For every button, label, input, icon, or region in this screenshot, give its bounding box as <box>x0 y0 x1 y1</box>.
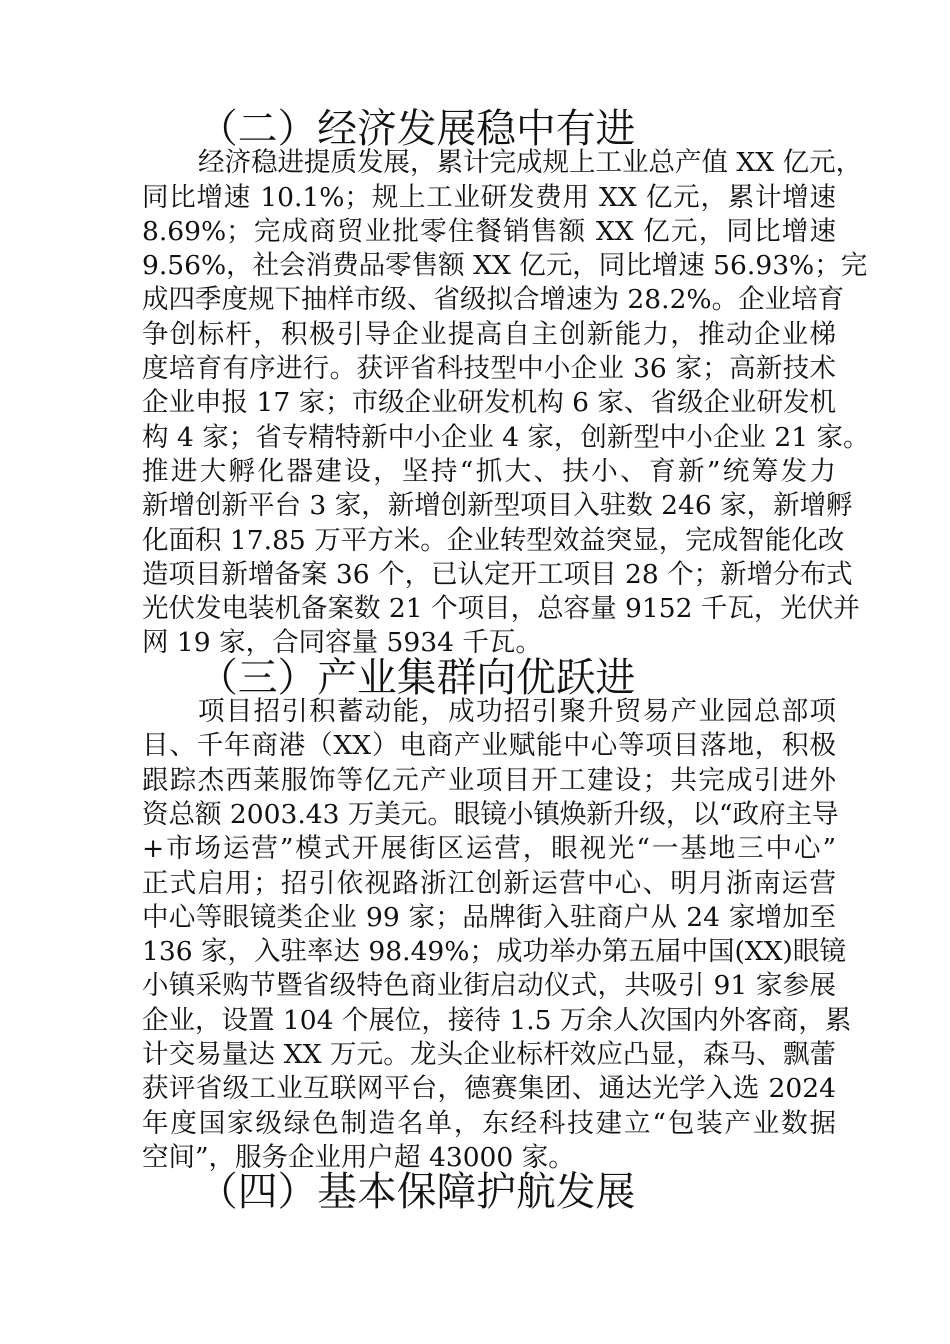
text-line: 光伏发电装机备案数 21 个项目，总容量 9152 千瓦，光伏并 <box>142 593 860 625</box>
section-paragraph-2 <box>142 146 870 660</box>
text-line: 企业申报 17 家；市级企业研发机构 6 家、省级企业研发机 <box>142 387 836 419</box>
text-line: 争创标杆，积极引导企业提高自主创新能力，推动企业梯 <box>142 318 836 350</box>
section-heading-3: （三）产业集群向优跃进 <box>198 654 636 701</box>
text-line: 化面积 17.85 万平方米。企业转型效益突显，完成智能化改 <box>142 524 845 556</box>
text-line: 空间”，服务企业用户超 43000 家。 <box>142 1141 575 1173</box>
text-line: 获评省级工业互联网平台，德赛集团、通达光学入选 2024 <box>142 1073 836 1105</box>
text-line: 跟踪杰西莱服饰等亿元产业项目开工建设；共完成引进外 <box>142 764 836 796</box>
text-line: 资总额 2003.43 万美元。眼镜小镇焕新升级，以“政府主导 <box>142 798 839 830</box>
text-line: 度培育有序进行。获评省科技型中小企业 36 家；高新技术 <box>142 353 836 385</box>
text-line: 年度国家级绿色制造名单，东经科技建立“包装产业数据 <box>142 1107 836 1139</box>
text-line: 8.69%；完成商贸业批零住餐销售额 XX 亿元，同比增速 <box>142 215 836 247</box>
text-line: 正式启用；招引依视路浙江创新运营中心、明月浙南运营 <box>142 867 836 899</box>
text-line: 小镇采购节暨省级特色商业街启动仪式，共吸引 91 家参展 <box>142 970 836 1002</box>
section-paragraph-3 <box>142 695 852 1175</box>
text-line: 构 4 家；省专精特新中小企业 4 家，创新型中小企业 21 家。 <box>142 421 870 453</box>
text-line: 推进大孵化器建设，坚持“抓大、扶小、育新”统筹发力 <box>142 455 836 487</box>
section-heading-4: （四）基本保障护航发展 <box>198 1169 636 1216</box>
text-line: 9.56%，社会消费品零售额 XX 亿元，同比增速 56.93%；完 <box>142 250 868 282</box>
text-line: 企业，设置 104 个展位，接待 1.5 万余人次国内外客商，累 <box>142 1004 852 1036</box>
document-page <box>142 106 870 1216</box>
text-line: 中心等眼镜类企业 99 家；品牌街入驻商户从 24 家增加至 <box>142 901 836 933</box>
text-line: 136 家，入驻率达 98.49%；成功举办第五届中国(XX)眼镜 <box>142 936 846 968</box>
text-line: 成四季度规下抽样市级、省级拟合增速为 28.2%。企业培育 <box>142 284 845 316</box>
text-line: 新增创新平台 3 家，新增创新型项目入驻数 246 家，新增孵 <box>142 490 853 522</box>
text-line: 目、千年商港（XX）电商产业赋能中心等项目落地，积极 <box>142 730 836 762</box>
text-line: 网 19 家，合同容量 5934 千瓦。 <box>142 627 542 659</box>
text-line: 同比增速 10.1%；规上工业研发费用 XX 亿元，累计增速 <box>142 181 836 213</box>
text-line: 项目招引积蓄动能，成功招引聚升贸易产业园总部项 <box>198 696 836 728</box>
text-line: +市场运营”模式开展街区运营，眼视光“一基地三中心” <box>142 833 836 865</box>
text-line: 计交易量达 XX 万元。龙头企业标杆效应凸显，森马、飘蕾 <box>142 1039 836 1071</box>
section-heading-2: （二）经济发展稳中有进 <box>198 106 636 152</box>
text-line: 造项目新增备案 36 个，已认定开工项目 28 个；新增分布式 <box>142 558 853 590</box>
text-line: 经济稳进提质发展，累计完成规上工业总产值 XX 亿元， <box>198 147 863 179</box>
